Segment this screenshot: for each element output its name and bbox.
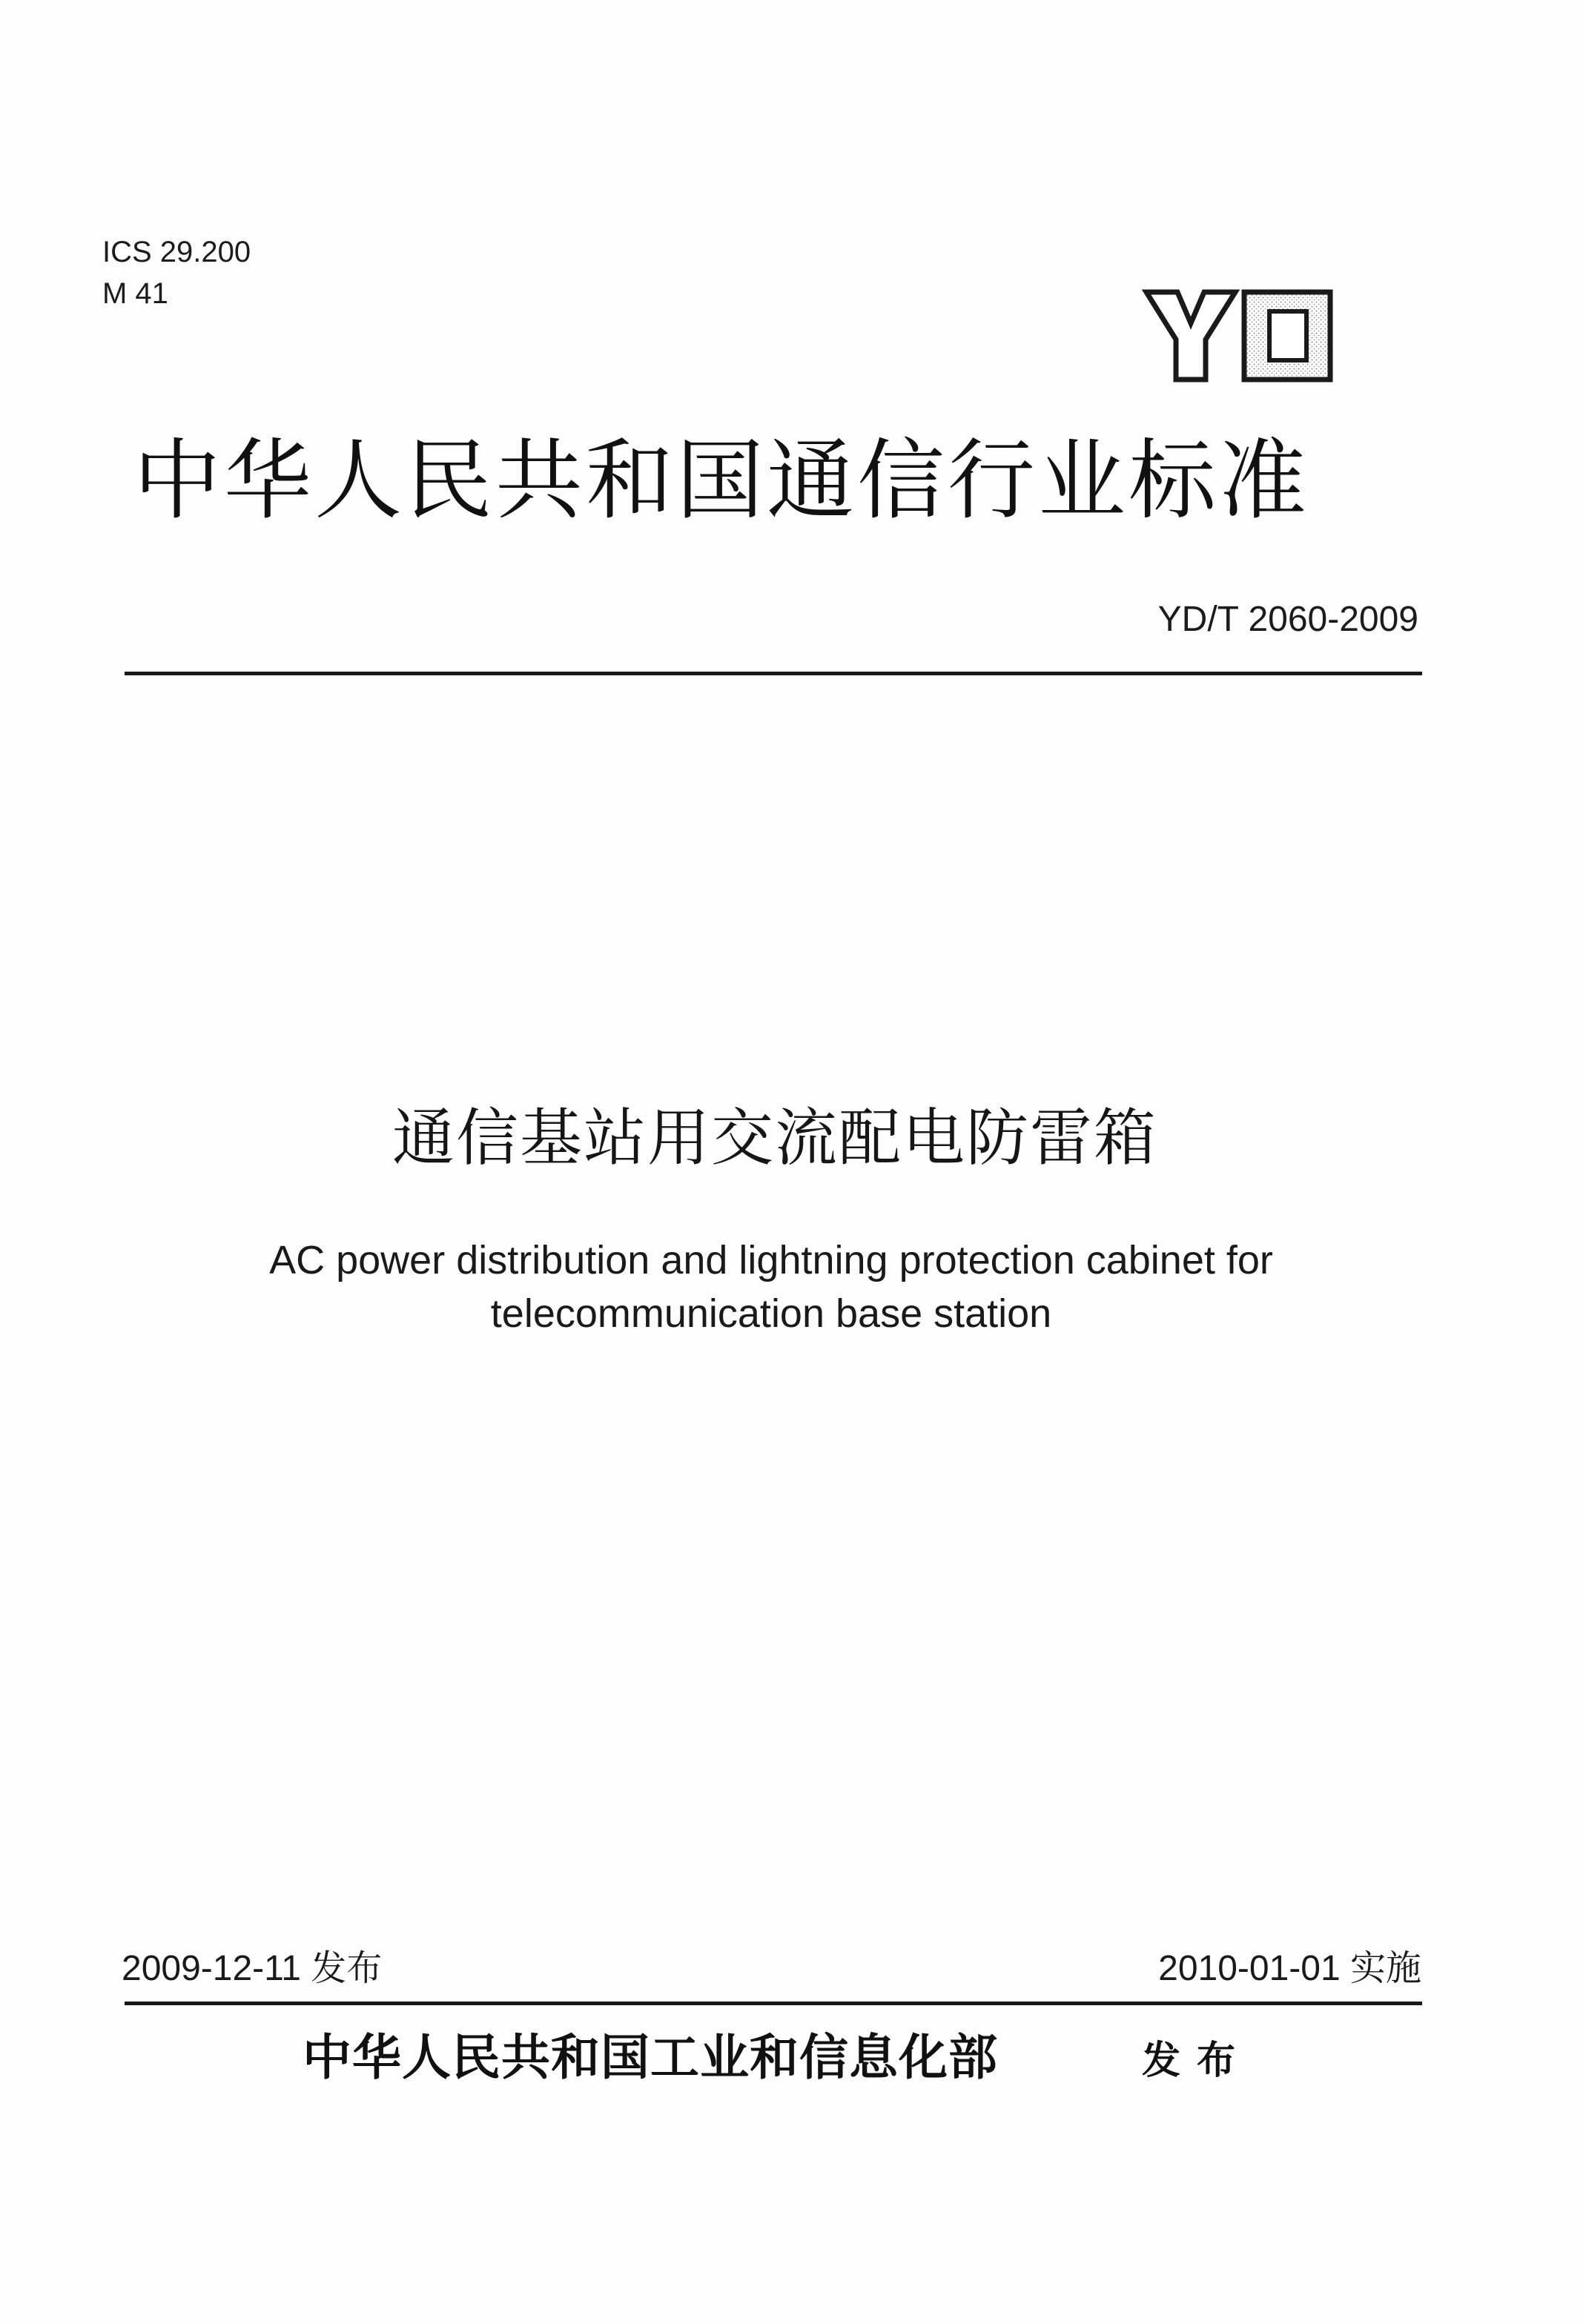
yd-logo-d-letter [1244, 292, 1330, 380]
document-title-en [0, 1234, 1542, 1340]
publisher-action: 发布 [1142, 2038, 1252, 2083]
ics-code: ICS 29.200 [102, 236, 251, 268]
classification-codes [102, 231, 251, 314]
footer-divider [125, 2002, 1422, 2005]
publisher-name: 中华人民共和国工业和信息化部 [303, 2028, 998, 2086]
issue-date: 2009-12-11 发布 [122, 1949, 383, 1988]
yd-logo [1142, 288, 1335, 384]
document-title-en-line1: AC power distribution and lightning protection cabinet for [269, 1238, 1273, 1282]
document-title-cn: 通信基站用交流配电防雷箱 [391, 1102, 1157, 1174]
ccs-code: M 41 [102, 277, 168, 310]
effective-date: 2010-01-01 实施 [1158, 1949, 1421, 1988]
document-title-en-line2: telecommunication base station [490, 1291, 1052, 1336]
header-divider [125, 672, 1422, 675]
standard-number: YD/T 2060-2009 [1157, 600, 1418, 639]
standard-category-title: 中华人民共和国通信行业标准 [133, 429, 1310, 532]
yd-logo-y-letter [1146, 292, 1235, 380]
